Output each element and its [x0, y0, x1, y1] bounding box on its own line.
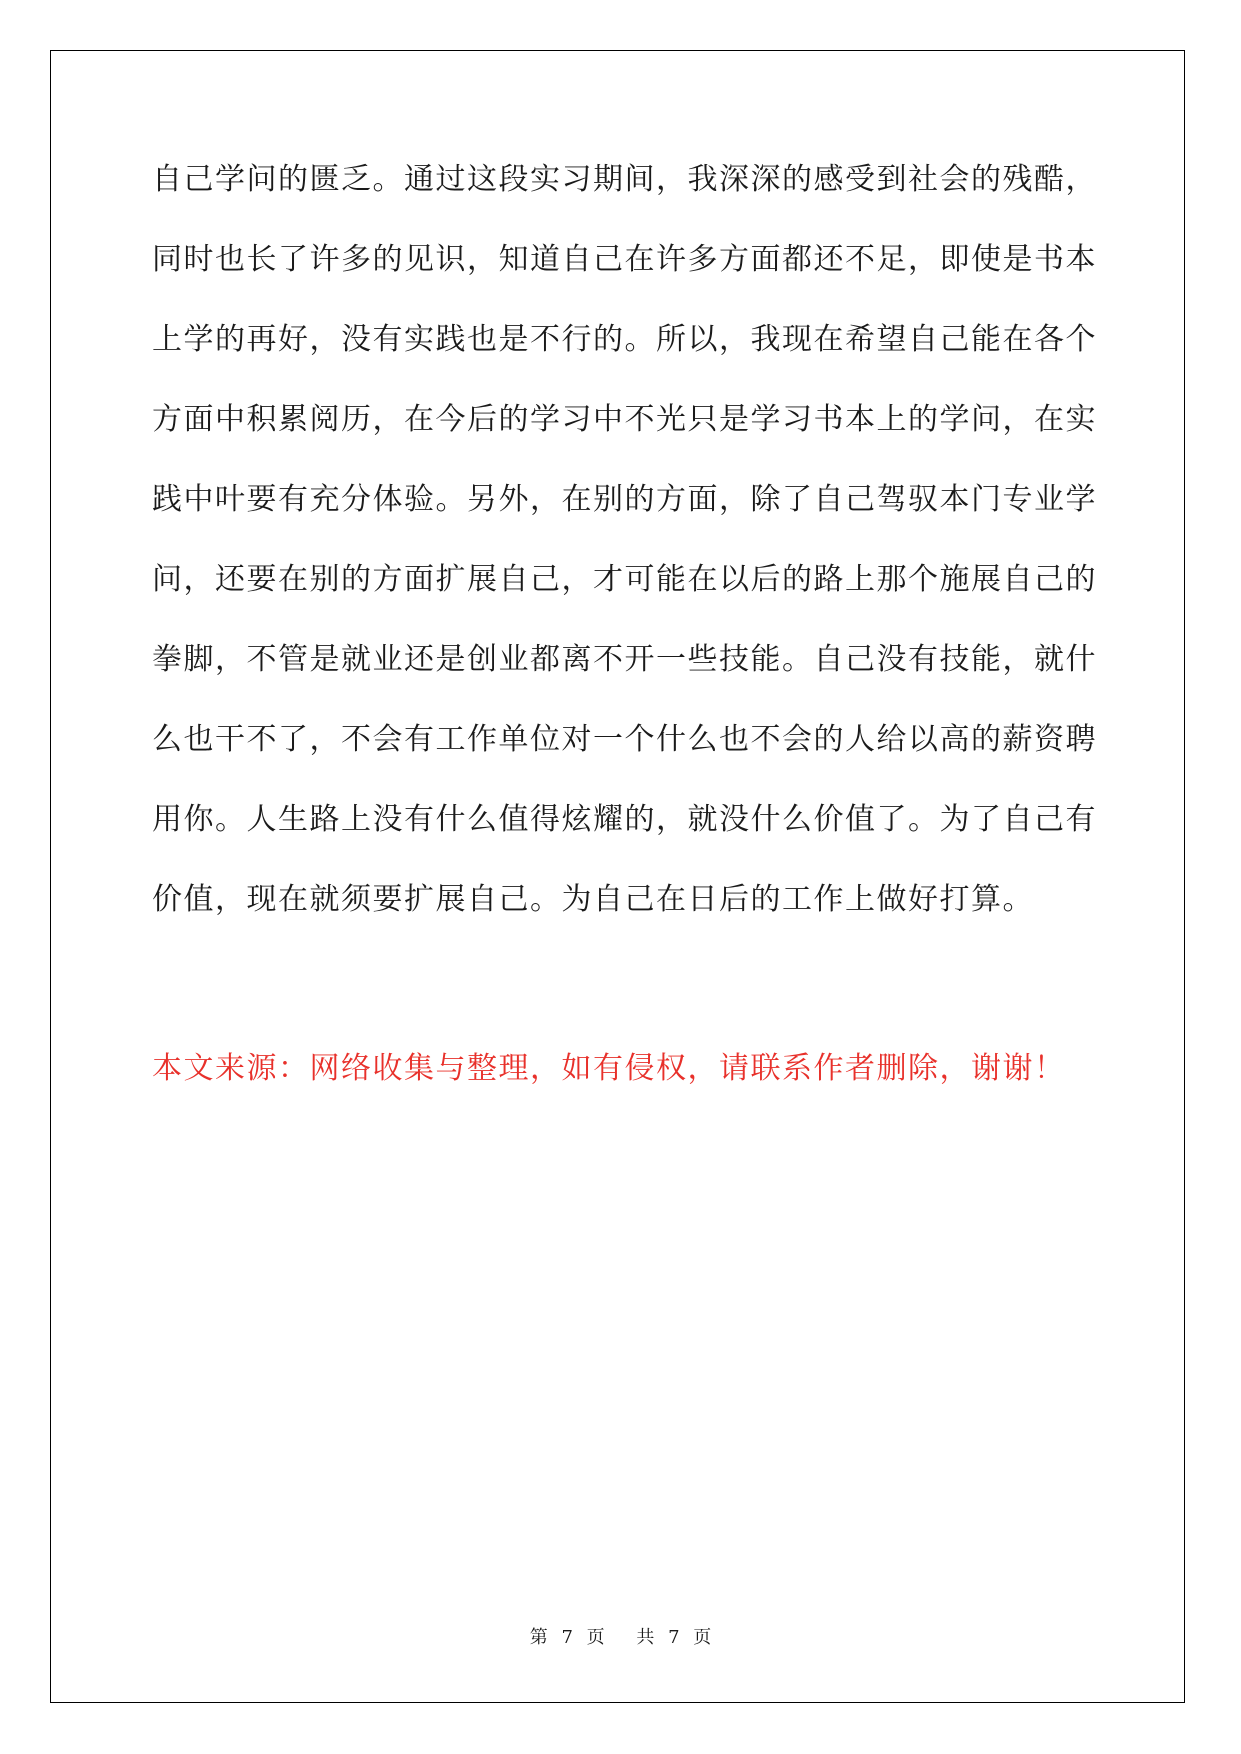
body-line: 自己学问的匮乏。通过这段实习期间，我深深的感受到社会的残酷，: [152, 162, 1097, 197]
body-line: 方面中积累阅历，在今后的学习中不光只是学习书本上的学问，在实: [152, 402, 1097, 437]
body-line: 问，还要在别的方面扩展自己，才可能在以后的路上那个施展自己的: [152, 562, 1097, 597]
page-total: 共 7 页: [636, 1627, 712, 1648]
body-line: 价值，现在就须要扩展自己。为自己在日后的工作上做好打算。: [152, 882, 1034, 917]
page-footer: [0, 1623, 1241, 1649]
body-text: [152, 162, 1097, 965]
body-line: 践中叶要有充分体验。另外，在别的方面，除了自己驾驭本门专业学: [152, 482, 1097, 517]
body-line: 用你。人生路上没有什么值得炫耀的，就没什么价值了。为了自己有: [152, 802, 1097, 837]
page-number: 第 7 页: [529, 1627, 605, 1648]
body-line: 同时也长了许多的见识，知道自己在许多方面都还不足，即使是书本: [152, 242, 1097, 277]
body-line: 上学的再好，没有实践也是不行的。所以，我现在希望自己能在各个: [152, 322, 1097, 357]
body-line: 拳脚，不管是就业还是创业都离不开一些技能。自己没有技能，就什: [152, 642, 1097, 677]
body-line: 么也干不了，不会有工作单位对一个什么也不会的人给以高的薪资聘: [152, 722, 1097, 757]
source-note: 本文来源：网络收集与整理，如有侵权，请联系作者删除，谢谢！: [152, 1051, 1066, 1086]
